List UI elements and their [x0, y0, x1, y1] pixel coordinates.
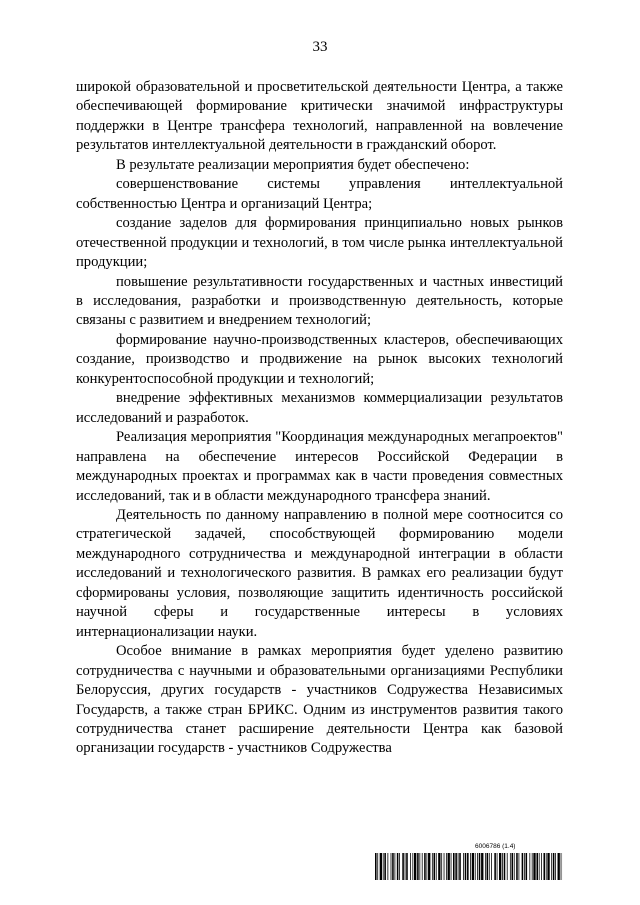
page-number: 33 — [312, 39, 328, 55]
barcode-bar — [472, 853, 474, 880]
barcode-bar — [395, 853, 396, 880]
barcode-bar — [558, 853, 560, 880]
barcode-bar — [426, 853, 427, 880]
barcode-bar — [424, 853, 426, 880]
barcode-bar — [436, 853, 437, 880]
barcode-bar — [417, 853, 419, 880]
paragraph-cis-brics: Особое внимание в рамках мероприятия будет уделено развитию сотрудничества с научными и образовательными организациями Республики Белоруссия, других государств - участников Содружества Независимых Государств, а также стран БРИКС. Одним из инструментов развития такого сотрудничества станет расширение деятельности Центра как базовой организации государств - участников Содружества — [76, 643, 563, 757]
paragraph-continuation: широкой образовательной и просветительской деятельности Центра, а также обеспечивающей формирование критически значимой инфраструктуры поддержки в Центре трансфера технологий, направленной на вовлечение результатов интеллектуальной деятельности в гражданский оборот. — [76, 79, 563, 154]
barcode-bar — [494, 853, 496, 880]
barcode-bar — [514, 853, 515, 880]
barcode-bar — [453, 853, 455, 880]
barcode-bar — [399, 853, 400, 880]
barcode-bar — [491, 853, 492, 880]
barcode-bar — [444, 853, 445, 880]
barcode-bar — [402, 853, 404, 880]
barcode-bar — [441, 853, 442, 880]
barcode-bar — [412, 853, 413, 880]
barcode-bar — [546, 853, 547, 880]
barcode-bar — [383, 853, 384, 880]
barcode-bar — [533, 853, 535, 880]
barcode-bar — [532, 853, 533, 880]
barcode-bar — [448, 853, 450, 880]
barcode-bar — [414, 853, 416, 880]
barcode-bar — [543, 853, 545, 880]
barcode-bar — [526, 853, 528, 880]
barcode-bar — [387, 853, 388, 880]
barcode-bar — [459, 853, 461, 880]
barcode-bar — [555, 853, 556, 880]
barcode-bar — [377, 853, 378, 880]
barcode-bar — [392, 853, 394, 880]
barcode-bar — [522, 853, 524, 880]
barcode-bar — [463, 853, 464, 880]
paragraph-list-item: повышение результативности государственных и частных инвестиций в исследования, разработки и производственную деятельность, которые связаны с развитием и внедрением технологий; — [76, 273, 563, 329]
barcode-bar — [541, 853, 542, 880]
barcode-bar — [547, 853, 549, 880]
barcode-bar — [410, 853, 411, 880]
barcode-bar — [479, 853, 481, 880]
barcode-bar — [451, 853, 452, 880]
barcode-bar — [434, 853, 436, 880]
barcode-bar — [510, 853, 511, 880]
barcode-bar — [397, 853, 399, 880]
barcode-bar — [467, 853, 469, 880]
barcode-bar — [465, 853, 467, 880]
barcode-bar — [380, 853, 382, 880]
document-body — [76, 78, 563, 759]
barcode-bar — [499, 853, 501, 880]
paragraph-list-item: формирование научно-производственных кластеров, обеспечивающих создание, производство и продвижение на рынок высоких технологий конкурентоспособной продукции и технологий; — [76, 331, 563, 387]
barcode-bar — [432, 853, 433, 880]
barcode-bar — [458, 853, 459, 880]
barcode-bar — [551, 853, 552, 880]
barcode-bar — [529, 853, 530, 880]
barcode-bar — [507, 853, 508, 880]
barcode-bar — [504, 853, 506, 880]
barcode-bar — [516, 853, 518, 880]
barcode-bar — [539, 853, 540, 880]
barcode-bar — [391, 853, 392, 880]
barcode-bar — [384, 853, 386, 880]
paragraph-list-item: создание заделов для формирования принципиально новых рынков отечественной продукции и технологий, в том числе рынка интеллектуальной продукции; — [76, 215, 563, 271]
paragraph-results-intro: В результате реализации мероприятия будет обеспечено: — [116, 156, 470, 173]
barcode-bar — [375, 853, 377, 880]
barcode-bar — [470, 853, 471, 880]
barcode-bar — [487, 853, 489, 880]
barcode-bar — [428, 853, 430, 880]
barcode-bar — [405, 853, 406, 880]
barcode-bar — [519, 853, 520, 880]
barcode-image — [375, 853, 563, 880]
barcode-bar — [446, 853, 447, 880]
barcode-bar — [485, 853, 486, 880]
barcode-bar — [455, 853, 457, 880]
barcode-bar — [553, 853, 555, 880]
barcode-bar — [524, 853, 525, 880]
barcode-bar — [438, 853, 440, 880]
barcode-bar — [536, 853, 538, 880]
barcode-bar — [477, 853, 478, 880]
barcode-bar — [489, 853, 490, 880]
barcode-bar — [561, 853, 562, 880]
barcode-bar — [512, 853, 514, 880]
document-id: 6006786 (1.4) — [475, 843, 516, 850]
barcode-bar — [502, 853, 503, 880]
barcode-bar — [481, 853, 483, 880]
paragraph-list-item: внедрение эффективных механизмов коммерциализации результатов исследований и разработок. — [76, 390, 563, 426]
barcode-bar — [497, 853, 498, 880]
barcode-bar — [419, 853, 420, 880]
paragraph-megaprojects: Реализация мероприятия "Координация международных мегапроектов" направлена на обеспечение интересов Российской Федерации в международных проектах и программах как в части проведения совместных исследований, так и в области международного трансфера знаний. — [76, 429, 563, 504]
paragraph-international-cooperation: Деятельность по данному направлению в полной мере соотносится со стратегической задачей, способствующей формированию модели международного сотрудничества и международной интеграции в области исследований и технологического развития. В рамках его реализации будут сформированы условия, позволяющие защитить идентичность российской научной сферы и государственные интересы в условиях интернационализации науки. — [76, 506, 563, 640]
barcode-bar — [406, 853, 408, 880]
barcode-bar — [475, 853, 476, 880]
barcode-bar — [422, 853, 423, 880]
paragraph-list-item: совершенствование системы управления интеллектуальной собственностью Центра и организаций Центра; — [76, 176, 563, 212]
